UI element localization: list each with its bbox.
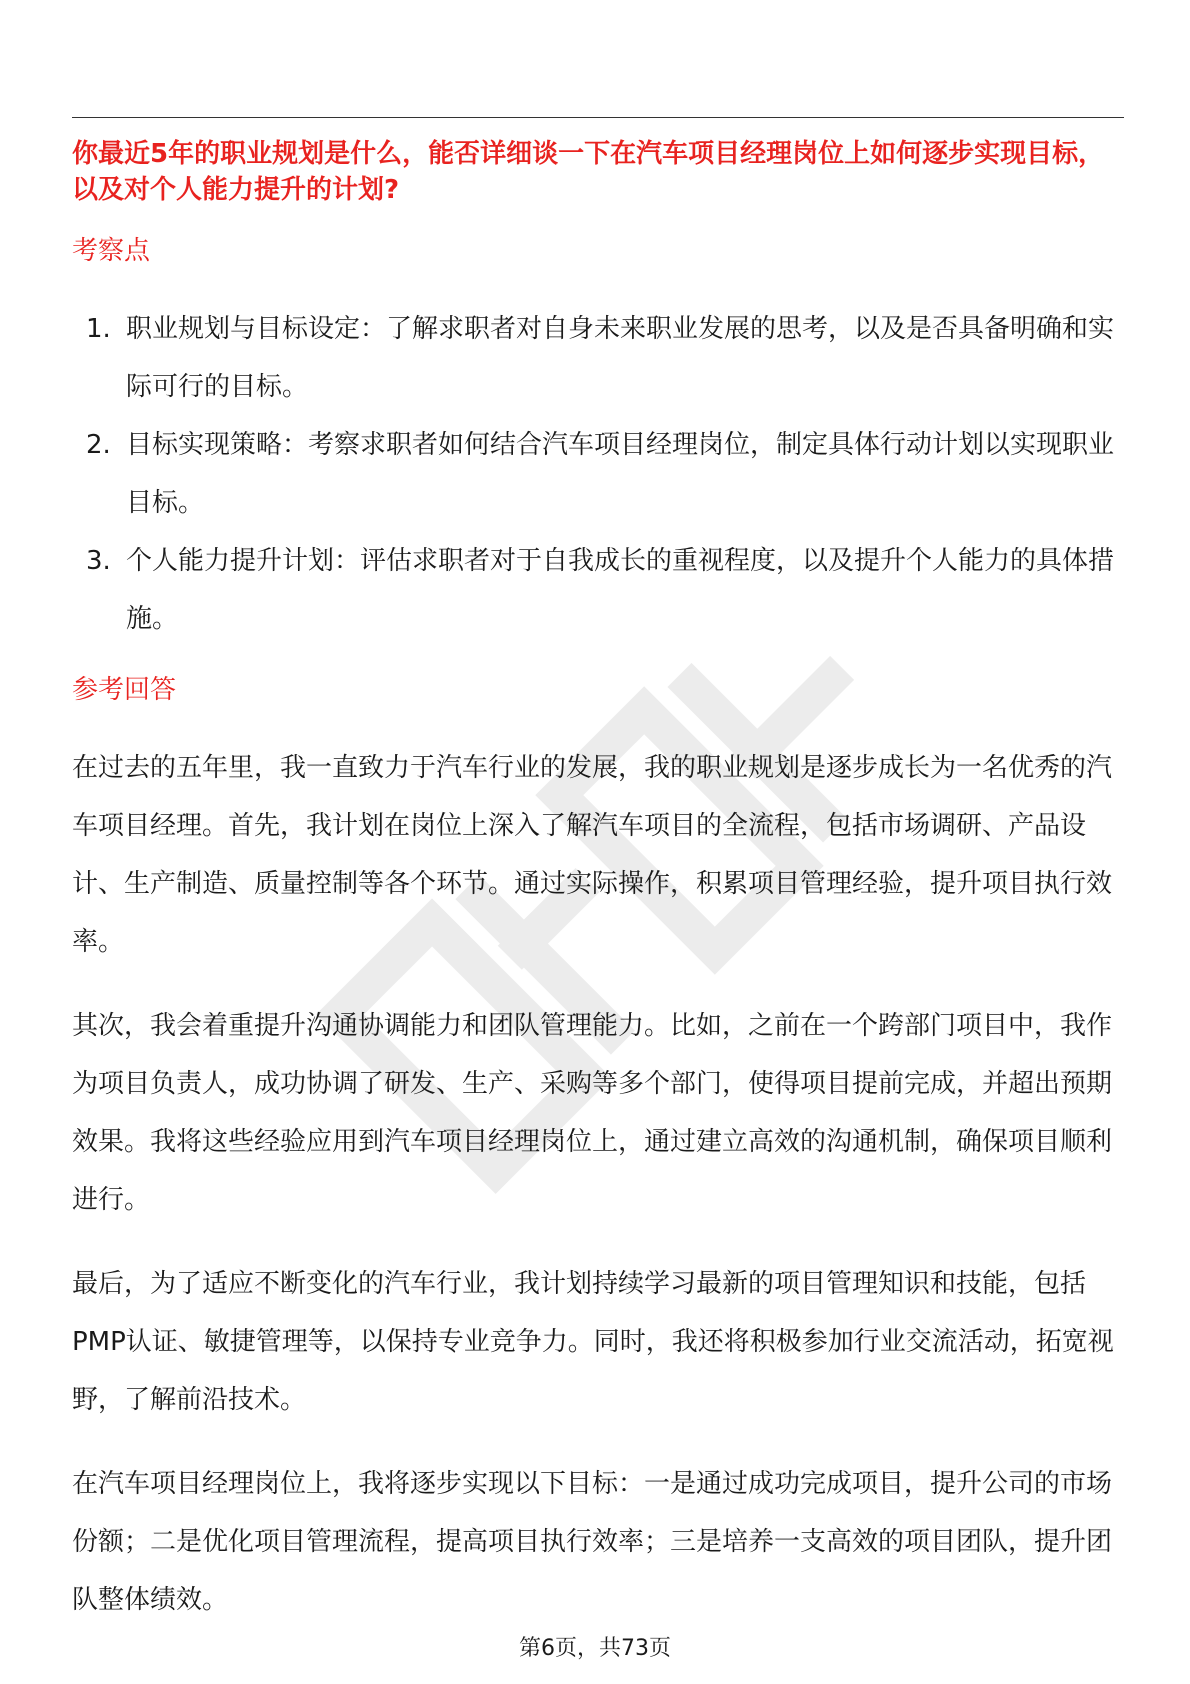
page-number-footer: 第6页，共73页	[519, 1636, 671, 1661]
focus-points-list	[72, 300, 1124, 648]
answer-paragraph: 在汽车项目经理岗位上，我将逐步实现以下目标：一是通过成功完成项目，提升公司的市场份额；二是优化项目管理流程，提高项目执行效率；三是培养一支高效的项目团队，提升团队整体绩效。	[72, 1469, 1113, 1615]
answer-paragraph: 其次，我会着重提升沟通协调能力和团队管理能力。比如，之前在一个跨部门项目中，我作为项目负责人，成功协调了研发、生产、采购等多个部门，使得项目提前完成，并超出预期效果。我将这些经验应用到汽车项目经理岗位上，通过建立高效的沟通机制，确保项目顺利进行。	[72, 1011, 1113, 1215]
section-title-focus: 考察点	[72, 236, 151, 266]
interview-question: 你最近5年的职业规划是什么，能否详细谈一下在汽车项目经理岗位上如何逐步实现目标，以及对个人能力提升的计划?	[72, 139, 1105, 205]
list-number: 1.	[86, 314, 111, 344]
top-divider	[72, 117, 1124, 118]
section-title-answer: 参考回答	[72, 675, 177, 705]
list-item-text: 职业规划与目标设定：了解求职者对自身未来职业发展的思考，以及是否具备明确和实际可行的目标。	[126, 314, 1115, 402]
answer-paragraph: 在过去的五年里，我一直致力于汽车行业的发展，我的职业规划是逐步成长为一名优秀的汽车项目经理。首先，我计划在岗位上深入了解汽车项目的全流程，包括市场调研、产品设计、生产制造、质量控制等各个环节。通过实际操作，积累项目管理经验，提升项目执行效率。	[72, 753, 1113, 957]
list-item	[72, 416, 1124, 532]
list-item-text: 目标实现策略：考察求职者如何结合汽车项目经理岗位，制定具体行动计划以实现职业目标。	[126, 430, 1115, 518]
answer-paragraph: 最后，为了适应不断变化的汽车行业，我计划持续学习最新的项目管理知识和技能，包括PMP认证、敏捷管理等，以保持专业竞争力。同时，我还将积极参加行业交流活动，拓宽视野，了解前沿技术。	[72, 1269, 1114, 1415]
list-item	[72, 532, 1124, 648]
list-number: 2.	[86, 430, 111, 460]
list-number: 3.	[86, 546, 111, 576]
list-item	[72, 300, 1124, 416]
list-item-text: 个人能力提升计划：评估求职者对于自我成长的重视程度，以及提升个人能力的具体措施。	[126, 546, 1115, 634]
